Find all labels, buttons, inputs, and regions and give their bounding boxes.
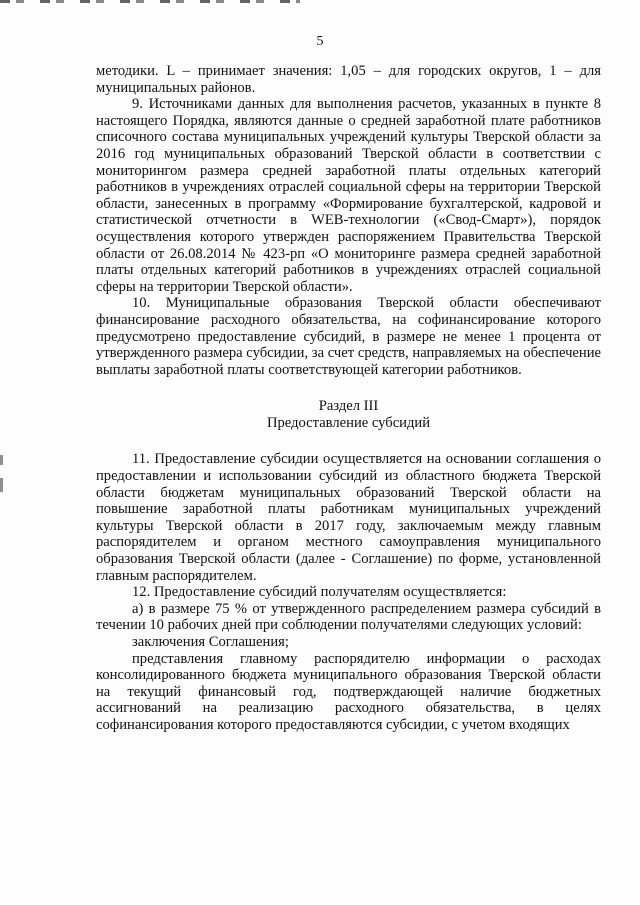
paragraph-12a-condition-2: представления главному распорядителю информации о расходах консолидированного бюджета муниципального образования Тверской области на текущий финансовый год, подтверждающей наличие бюджетных ассигнований на реализацию расходного обязательства, в целях софинансирования которого предоставляются субсидии, с учетом входящих	[96, 650, 601, 733]
paragraph-12a: а) в размере 75 % от утвержденного распределением размера субсидий в течении 10 рабочих дней при соблюдении получателями следующих условий:	[96, 600, 601, 634]
scan-edge-mark	[0, 478, 3, 492]
paragraph-10: 10. Муниципальные образования Тверской области обеспечивают финансирование расходного обязательства, на софинансирование которого предусмотрено предоставление субсидий, в размере не менее 1 процента от утвержденного размера субсидии, за счет средств, направляемых на обеспечение выплаты заработной платы соответствующей категории работников.	[96, 295, 601, 378]
paragraph-12a-condition-1: заключения Соглашения;	[132, 634, 289, 650]
scan-edge-mark	[0, 455, 3, 465]
paragraph-12: 12. Предоставление субсидий получателям осуществляется:	[132, 584, 507, 601]
paragraph-9: 9. Источниками данных для выполнения расчетов, указанных в пункте 8 настоящего Порядка, являются данные о средней заработной плате работников списочного состава муниципальных учреждений культуры Тверской области за 2016 год муниципальных образований Тверской области в соответствии с мониторингом размера средней заработной платы отдельных категорий работников в учреждениях отраслей социальной сферы на территории Тверской области, занесенных в программу «Формирование бухгалтерской, кадровой и статистической отчетности в WEB-технологии («Свод-Смарт»), порядок осуществления которого утвержден распоряжением Правительства Тверской области от 26.08.2014 № 423-рп «О мониторинге размера средней заработной платы отдельных категорий работников в учреждениях отраслей социальной сферы на территории Тверской области».	[96, 96, 601, 295]
section-number: Раздел III	[318, 398, 379, 415]
document-body	[96, 63, 601, 734]
page-number: 5	[316, 34, 324, 49]
section-title: Предоставление субсидий	[266, 414, 431, 431]
paragraph-intro: методики. L – принимает значения: 1,05 – для городских округов, 1 – для муниципальных районов.	[96, 63, 601, 96]
scan-edge-mark	[0, 0, 300, 3]
paragraph-11: 11. Предоставление субсидии осуществляется на основании соглашения о предоставлении и использовании субсидий из областного бюджета Тверской области бюджетам муниципальных образований Тверской области на повышение заработной платы работникам муниципальных учреждений культуры Тверской области в 2017 году, заключаемым между главным распорядителем и органом местного самоуправления муниципального образования Тверской области (далее - Соглашение) по форме, установленной главным распорядителем.	[96, 451, 601, 584]
